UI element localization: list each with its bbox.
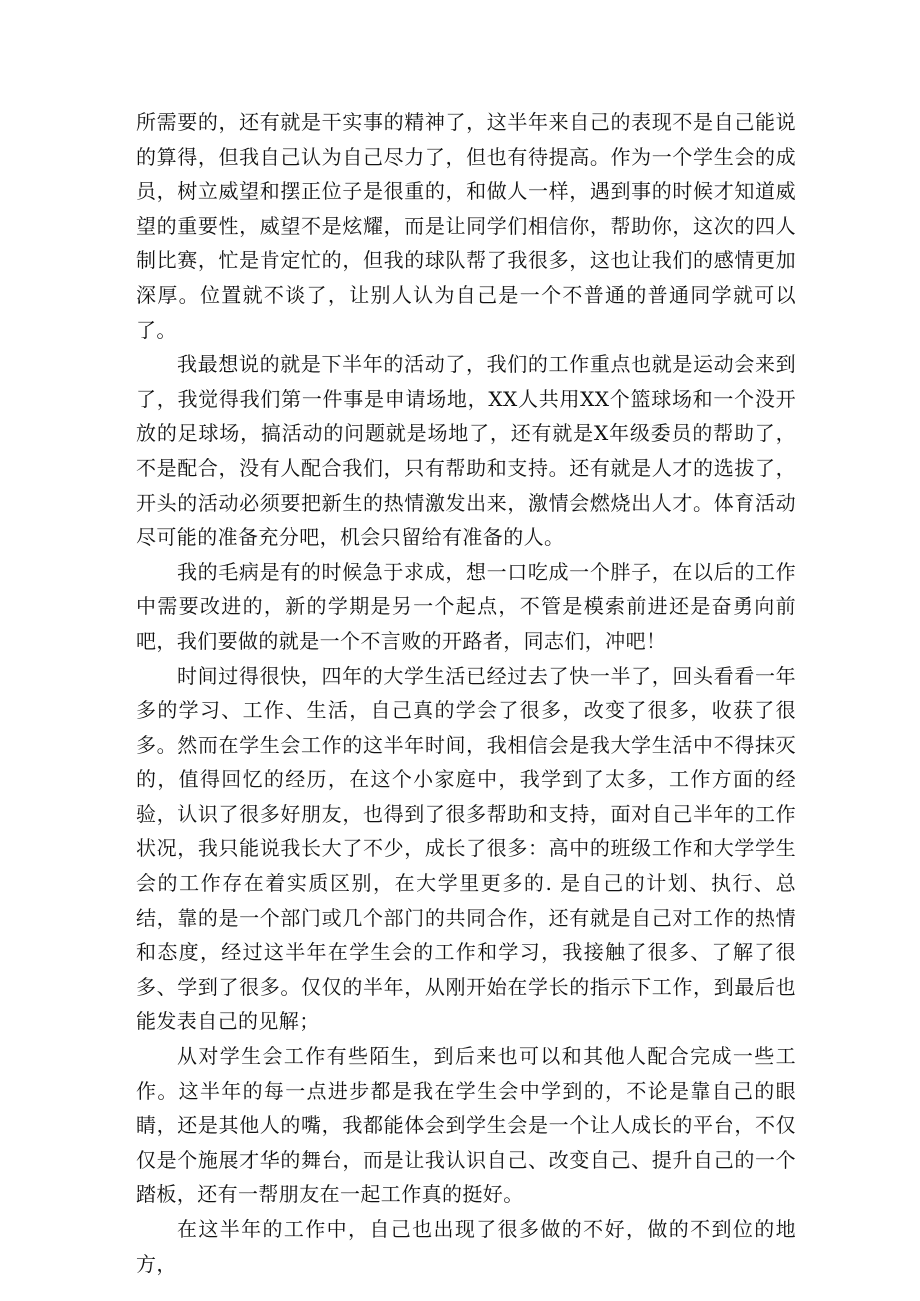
paragraph-6: 在这半年的工作中，自己也出现了很多做的不好，做的不到位的地方， bbox=[136, 1217, 796, 1276]
paragraph-3: 我的毛病是有的时候急于求成，想一口吃成一个胖子，在以后的工作中需要改进的，新的学期是另一个起点，不管是模索前进还是奋勇向前吧，我们要做的就是一个不言败的开路者，同志们，冲吧！ bbox=[136, 559, 796, 653]
document-body bbox=[136, 105, 796, 1281]
paragraph-2: 我最想说的就是下半年的活动了，我们的工作重点也就是运动会来到了，我觉得我们第一件事是申请场地，XX人共用XX个篮球场和一个没开放的足球场，搞活动的问题就是场地了，还有就是X年级委员的帮助了，不是配合，没有人配合我们，只有帮助和支持。还有就是人才的选拔了，开头的活动必须要把新生的热情激发出来，激情会燃烧出人才。体育活动尽可能的准备充分吧，机会只留给有准备的人。 bbox=[136, 352, 796, 550]
paragraph-5: 从对学生会工作有些陌生，到后来也可以和其他人配合完成一些工作。这半年的每一点进步都是我在学生会中学到的，不论是靠自己的眼睛，还是其他人的嘴，我都能体会到学生会是一个让人成长的平台，不仅仅是个施展才华的舞台，而是让我认识自己、改变自己、提升自己的一个踏板，还有一帮朋友在一起工作真的挺好。 bbox=[136, 1044, 796, 1207]
paragraph-4: 时间过得很快，四年的大学生活已经过去了快一半了，回头看看一年多的学习、工作、生活，自己真的学会了很多，改变了很多，收获了很多。然而在学生会工作的这半年时间，我相信会是我大学生活中不得抹灭的，值得回忆的经历，在这个小家庭中，我学到了太多，工作方面的经验，认识了很多好朋友，也得到了很多帮助和支持，面对自己半年的工作状况，我只能说我长大了不少，成长了很多：高中的班级工作和大学学生会的工作存在着实质区别，在大学里更多的. 是自己的计划、执行、总结，靠的是一个部门或几个部门的共同合作，还有就是自己对工作的热情和态度，经过这半年在学生会的工作和学习，我接触了很多、了解了很多、学到了很多。仅仅的半年，从刚开始在学长的指示下工作，到最后也能发表自己的见解； bbox=[136, 663, 796, 1034]
paragraph-1: 所需要的，还有就是干实事的精神了，这半年来自己的表现不是自己能说的算得，但我自己认为自己尽力了，但也有待提高。作为一个学生会的成员，树立威望和摆正位子是很重的，和做人一样，遇到事的时候才知道威望的重要性，威望不是炫耀，而是让同学们相信你，帮助你，这次的四人制比赛，忙是肯定忙的，但我的球队帮了我很多，这也让我们的感情更加深厚。位置就不谈了，让别人认为自己是一个不普通的普通同学就可以了。 bbox=[136, 110, 796, 342]
